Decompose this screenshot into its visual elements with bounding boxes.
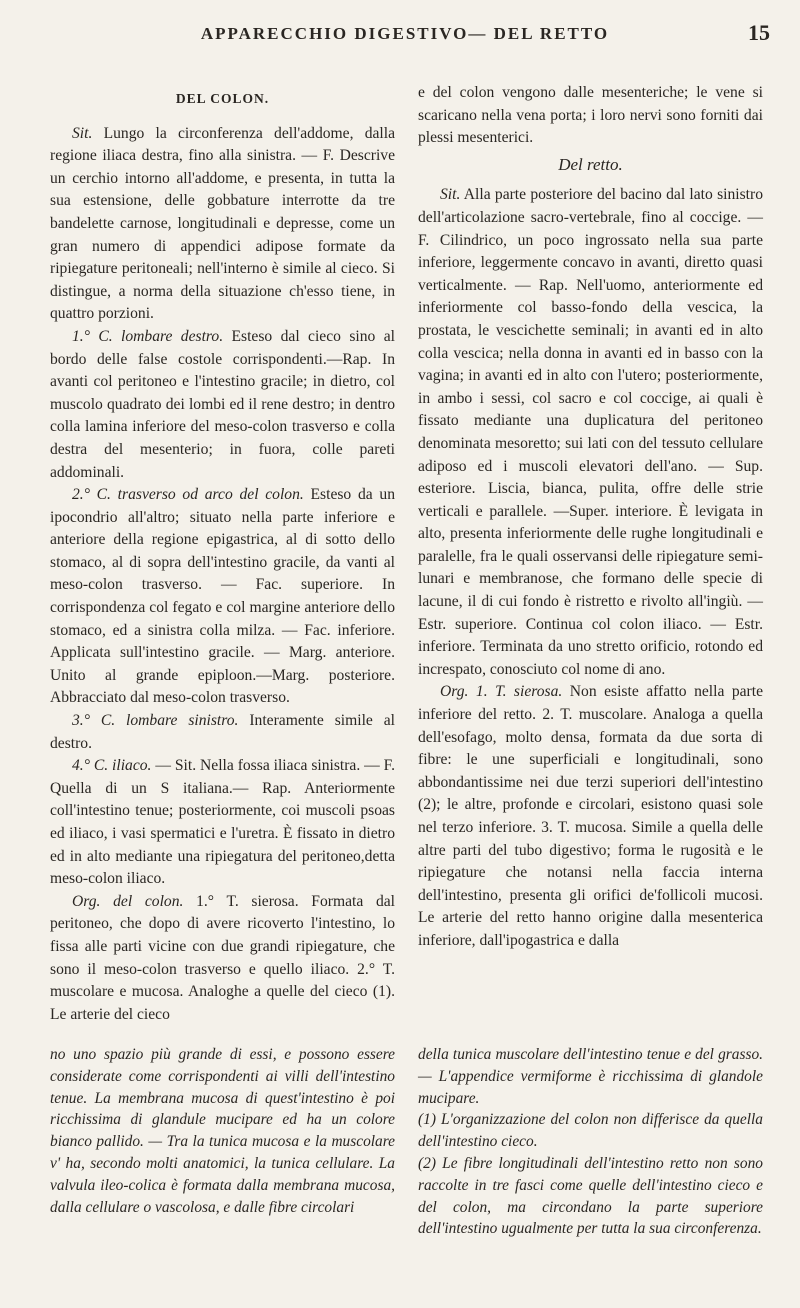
paragraph-retto-organization xyxy=(418,681,763,952)
paragraph-colon-lombare-sinistro xyxy=(50,710,395,755)
paragraph-label: Sit. xyxy=(440,186,461,204)
paragraph-colon-trasverso xyxy=(50,484,395,710)
footnote-1: (1) L'organizzazione del colon non differisce da quella dell'intestino cieco. xyxy=(418,1111,763,1151)
paragraph-label: 1.° C. lombare destro. xyxy=(72,327,224,345)
paragraph-label: 4.° C. iliaco. xyxy=(72,757,152,775)
paragraph-colon-vessels: e del colon vengono dalle mesenteriche; le vene si scaricano nella vena porta; i loro nervi sono forniti dai plessi mesenterici. xyxy=(418,84,763,147)
paragraph-text: Esteso da un ipocondrio all'altro; situato nella parte inferiore e anteriore della regione epigastrica, al di sotto dello stomaco, al di sopra dell'intestino gracile, da vanti al meso-colon trasverso. — Fac. superiore. In corrispondenza col fegato e col margine anteriore dello stomaco, ed a sinistra colla milza. — Fac. inferiore. Applicata sull'intestino gracile. — Marg. anteriore. Unito al grande epiploon.—Marg. posteriore. Abbracciato dal meso-colon trasverso. xyxy=(50,486,395,707)
paragraph-label: Org. 1. T. sierosa. xyxy=(440,683,563,701)
page-number: 15 xyxy=(748,20,770,45)
paragraph-text: — Sit. Nella fossa iliaca sinistra. — F. Quella di un S italiana.— Rap. Anteriormente coll'intestino tenue; posteriormente, coi muscoli psoas ed iliaco, i vasi spermatici e l'uretra. È fissato in dietro ed in alto mediante una ripiegatura del peritoneo,detta meso-colon iliaco. xyxy=(50,757,395,888)
paragraph-label: Org. del colon. xyxy=(72,892,184,910)
paragraph-colon-organization xyxy=(50,891,395,1027)
footnotes-right xyxy=(418,1044,763,1240)
footnote-2: (2) Le fibre longitudinali dell'intestino retto non sono raccolte in tre fasci come quelle dell'intestino cieco e del colon, ma circondano la parte superiore dell'intestino ugualmente per tutta la sua circonferenza. xyxy=(418,1154,763,1238)
paragraph-colon-iliaco xyxy=(50,755,395,891)
paragraph-text: 1.° T. sierosa. Formata dal peritoneo, che dopo di avere ricoverto l'intestino, lo fissa alle parti vicine con due grandi ripiegature, che sono il meso-colon trasverso e quello iliaco. 2.° T. muscolare e mucosa. Analoghe a quelle del cieco (1). Le arterie del cieco xyxy=(50,892,395,1023)
section-heading-colon: DEL COLON. xyxy=(175,91,270,106)
paragraph-text: Lungo la circonferenza dell'addome, dalla regione iliaca destra, fino alla sinistra. — F. Descrive un cerchio intorno all'addome, e presenta, in tutta la sua estensione, delle gobbature interrotte da tre bandelette carnose, longitudinali e depresse, come un gran numero di appendici adipose formate da ripiegature peritoneali; nell'interno è simile al cieco. Si distingue, a norma della situazione ch'esso tiene, in quattro porzioni. xyxy=(50,124,395,323)
paragraph-text: Interamente simile al destro. xyxy=(50,712,395,752)
paragraph-label: 2.° C. trasverso od arco del colon. xyxy=(72,486,304,504)
footnote-continuation: della tunica muscolare dell'intestino tenue e del grasso. — L'appendice vermiforme è ricchissima di glandole mucipare. xyxy=(418,1046,763,1107)
section-heading-retto: Del retto. xyxy=(558,154,623,174)
footnotes-left xyxy=(50,1044,395,1218)
paragraph-colon-situation xyxy=(50,123,395,326)
paragraph-colon-lombare-destro xyxy=(50,326,395,484)
paragraph-retto-situation xyxy=(418,184,763,681)
paragraph-text: Esteso dal cieco sino al bordo delle false costole corrispondenti.—Rap. In avanti col peritoneo e l'intestino gracile; in dietro, col muscolo quadrato dei lombi ed il rene destro; in dentro colla lamina inferiore del meso-colon trasverso e colla destra del mesenterio; in fuora, colle pareti addominali. xyxy=(50,327,395,481)
paragraph-label: Sit. xyxy=(72,124,93,142)
right-column xyxy=(418,82,763,953)
running-head xyxy=(40,14,770,50)
paragraph-text: Alla parte posteriore del bacino dal lato sinistro dell'articolazione sacro-vertebrale, fino al coccige. — F. Cilindrico, un poco ingrossato nella sua parte inferiore, leggermente concavo in avanti, diretto quasi verticalmente. — Rap. Nell'uomo, anteriormente ed inferiormente col basso-fondo della vescica, la prostata, le vescichette seminali; in avanti ed in alto colla vescica; nella donna in avanti ed in basso con la vagina; in avanti ed in alto con l'utero; posteriormente, in ambo i sessi, col sacro e col coccige, ai quali è fissato mediante una duplicatura del peritoneo denominata mesoretto; sui lati con del tessuto cellulare adiposo ed i muscoli elevatori dell'ano. — Sup. esteriore. Liscia, bianca, pulita, offre delle strie verticali e parallele. —Super. interiore. È levigata in alto, presenta inferiormente delle rughe longitudinali e paralelle, fra le quali osservansi delle ripiegature semi-lunari e membranose, che formano delle specie di lacune, il di cui fondo è ristretto e rivolto all'ingiù. — Estr. superiore. Continua col colon iliaco. — Estr. inferiore. Terminata da uno stretto orificio, rotondo ed increspato, conosciuto col nome di ano. xyxy=(418,186,763,678)
running-title: APPARECCHIO DIGESTIVO— DEL RETTO xyxy=(200,24,610,43)
paragraph-label: 3.° C. lombare sinistro. xyxy=(72,712,239,730)
left-column xyxy=(50,82,395,1026)
paragraph-text: Non esiste affatto nella parte inferiore del retto. 2. T. muscolare. Analoga a quella dell'esofago, molto densa, formata da due sorta di fibre: le une superficiali e longitudinali, sono abbondantissime nei due terzi superiori dell'intestino (2); le altre, profonde e circolari, esistono quasi sole nel terzo inferiore. 3. T. mucosa. Simile a quella delle altre parti del tubo digestivo; forma le rugosità e le ripiegature che notansi nella faccia interna dell'intestino, presenta gli orifici de'follicoli mucosi. Le arterie del retto hanno origine dalla mesenterica inferiore, dall'ipogastrica e dalla xyxy=(418,683,763,949)
footnote-continuation: no uno spazio più grande di essi, e possono essere considerate come corrispondenti ai villi dell'intestino tenue. La membrana mucosa di quest'intestino è poi ricchissima di glandule mucipare ed ha un colore bianco pallido. — Tra la tunica mucosa e la muscolare v' ha, secondo molti anatomici, la tunica cellulare. La valvula ileo-colica è formata dalla membrana mucosa, dalla cellulare o vascolosa, e dalle fibre circolari xyxy=(50,1046,395,1216)
